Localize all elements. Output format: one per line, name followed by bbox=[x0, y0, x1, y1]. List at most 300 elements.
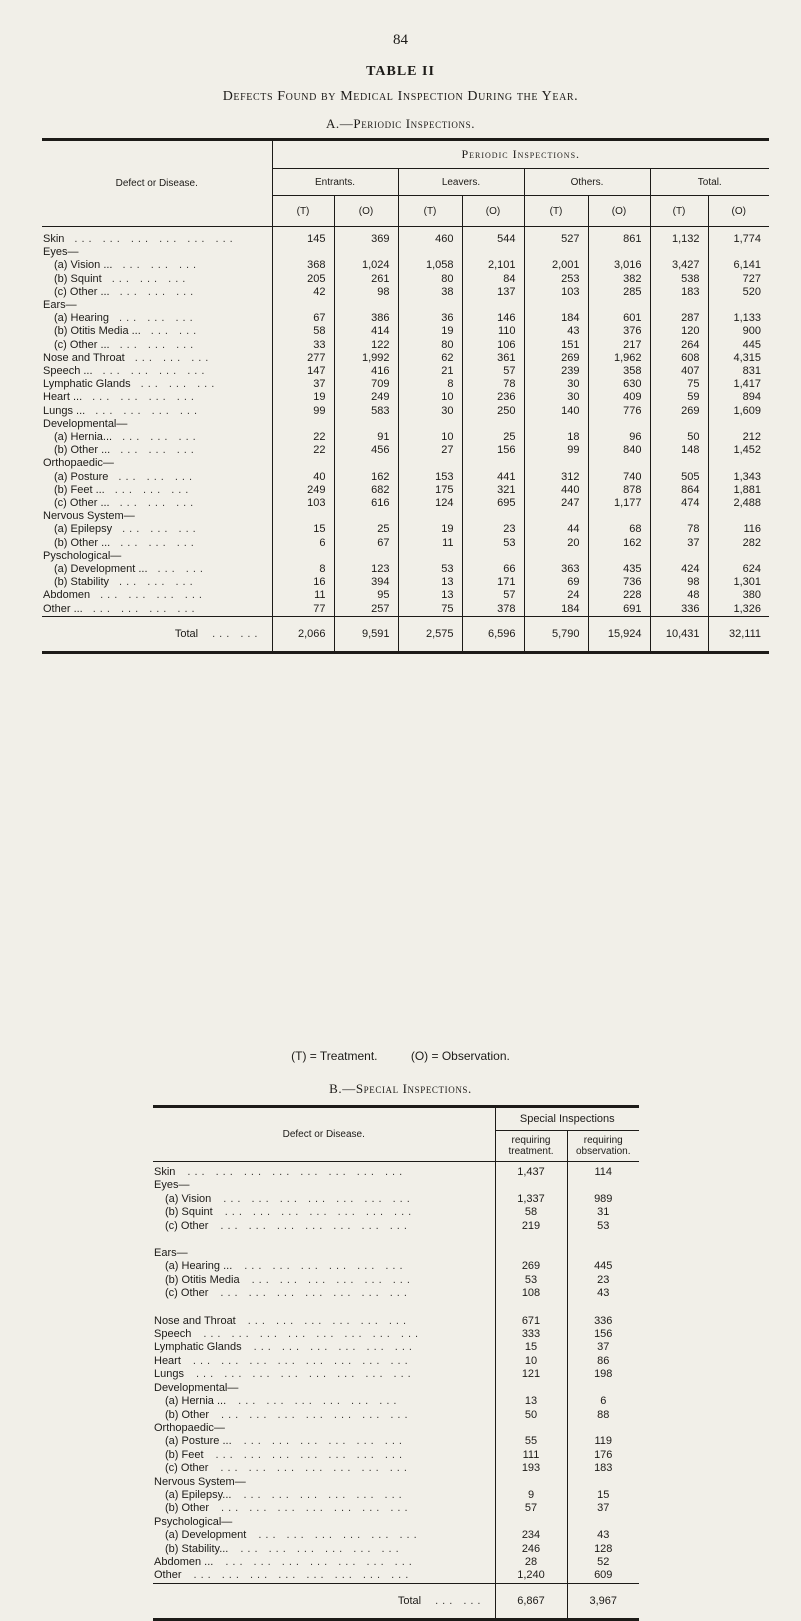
cell-value: 162 bbox=[334, 471, 398, 484]
cell-value bbox=[495, 1516, 567, 1529]
cell-value: 95 bbox=[334, 589, 398, 602]
total-row bbox=[42, 616, 769, 652]
row-label-text: (b) Other bbox=[165, 1502, 210, 1515]
table-row bbox=[153, 1162, 639, 1180]
observation-subheader: (O) bbox=[334, 196, 398, 227]
table-row bbox=[42, 457, 769, 470]
cell-value: 445 bbox=[567, 1260, 639, 1273]
row-label-text: Lymphatic Glands bbox=[154, 1341, 242, 1354]
table-row bbox=[42, 365, 769, 378]
row-label bbox=[153, 1556, 495, 1569]
leader-dots: ... ... ... bbox=[119, 576, 197, 589]
row-label bbox=[42, 299, 272, 312]
cell-value: 171 bbox=[462, 576, 524, 589]
cell-value bbox=[588, 418, 650, 431]
cell-value: 894 bbox=[708, 391, 769, 404]
section-a-title: A.—Periodic Inspections. bbox=[325, 116, 476, 131]
cell-value: 520 bbox=[708, 286, 769, 299]
cell-value: 285 bbox=[588, 286, 650, 299]
row-label-text: (c) Other bbox=[165, 1287, 209, 1300]
row-label-text: (a) Development bbox=[165, 1529, 247, 1542]
page-number: 84 bbox=[393, 32, 408, 48]
table-row bbox=[153, 1462, 639, 1475]
row-label-text: Other bbox=[154, 1569, 182, 1582]
cell-value: 59 bbox=[650, 391, 708, 404]
total-value: 15,924 bbox=[588, 616, 650, 652]
table-row bbox=[42, 537, 769, 550]
total-value: 32,111 bbox=[708, 616, 769, 652]
cell-value: 58 bbox=[272, 325, 334, 338]
cell-value: 1,133 bbox=[708, 312, 769, 325]
cell-value: 369 bbox=[334, 227, 398, 247]
row-label bbox=[42, 259, 272, 272]
row-label-text: (b) Squint bbox=[165, 1206, 213, 1219]
row-label bbox=[42, 497, 272, 510]
cell-value bbox=[462, 550, 524, 563]
cell-value: 123 bbox=[334, 563, 398, 576]
table-row bbox=[153, 1247, 639, 1260]
row-label bbox=[153, 1382, 495, 1395]
table-row bbox=[42, 246, 769, 259]
cell-value bbox=[567, 1301, 639, 1315]
cell-value: 68 bbox=[588, 523, 650, 536]
cell-value bbox=[495, 1422, 567, 1435]
leader-dots: ... ... ... bbox=[122, 259, 201, 272]
cell-value: 4,315 bbox=[708, 352, 769, 365]
table-row bbox=[42, 497, 769, 510]
cell-value: 103 bbox=[524, 286, 588, 299]
cell-value: 198 bbox=[567, 1368, 639, 1381]
cell-value: 261 bbox=[334, 273, 398, 286]
row-label bbox=[153, 1543, 495, 1556]
cell-value: 505 bbox=[650, 471, 708, 484]
row-label bbox=[42, 471, 272, 484]
cell-value: 601 bbox=[588, 312, 650, 325]
cell-value: 24 bbox=[524, 589, 588, 602]
row-label bbox=[42, 589, 272, 602]
cell-value: 361 bbox=[462, 352, 524, 365]
cell-value bbox=[272, 246, 334, 259]
cell-value: 456 bbox=[334, 444, 398, 457]
cell-value: 30 bbox=[398, 405, 462, 418]
table-row bbox=[153, 1220, 639, 1233]
cell-value: 75 bbox=[650, 378, 708, 391]
row-label bbox=[153, 1260, 495, 1273]
cell-value: 264 bbox=[650, 339, 708, 352]
cell-value: 153 bbox=[398, 471, 462, 484]
row-label bbox=[42, 405, 272, 418]
cell-value: 36 bbox=[398, 312, 462, 325]
row-label-text: (a) Epilepsy... bbox=[165, 1488, 232, 1501]
table-row bbox=[42, 471, 769, 484]
cell-value bbox=[462, 457, 524, 470]
table-row bbox=[42, 312, 769, 325]
cell-value: 37 bbox=[567, 1341, 639, 1354]
cell-value: 205 bbox=[272, 273, 334, 286]
cell-value bbox=[334, 457, 398, 470]
leader-dots: ... ... ... bbox=[118, 470, 197, 483]
cell-value: 193 bbox=[495, 1462, 567, 1475]
row-label bbox=[42, 286, 272, 299]
leader-dots: ... ... ... bbox=[119, 497, 198, 510]
cell-value: 1,301 bbox=[708, 576, 769, 589]
observation-subheader: (O) bbox=[462, 196, 524, 227]
cell-value bbox=[708, 246, 769, 259]
cell-value: 15 bbox=[495, 1341, 567, 1354]
row-label bbox=[153, 1328, 495, 1341]
periodic-inspections-header: Periodic Inspections. bbox=[272, 140, 769, 169]
cell-value: 75 bbox=[398, 603, 462, 617]
cell-value: 269 bbox=[495, 1260, 567, 1273]
cell-value: 48 bbox=[650, 589, 708, 602]
special-inspections-table bbox=[153, 1105, 639, 1621]
cell-value: 11 bbox=[398, 537, 462, 550]
cell-value: 407 bbox=[650, 365, 708, 378]
cell-value bbox=[588, 299, 650, 312]
cell-value: 13 bbox=[398, 589, 462, 602]
table-row bbox=[153, 1502, 639, 1515]
row-label-text: (c) Other bbox=[165, 1219, 209, 1232]
cell-value: 236 bbox=[462, 391, 524, 404]
row-label-text: Nose and Throat bbox=[43, 351, 125, 364]
cell-value: 37 bbox=[272, 378, 334, 391]
table-row bbox=[153, 1382, 639, 1395]
cell-value bbox=[495, 1476, 567, 1489]
others-header: Others. bbox=[524, 169, 650, 196]
cell-value: 40 bbox=[272, 471, 334, 484]
cell-value: 336 bbox=[650, 603, 708, 617]
requiring-treatment-header: requiring treatment. bbox=[495, 1131, 567, 1162]
cell-value: 15 bbox=[272, 523, 334, 536]
row-label bbox=[42, 444, 272, 457]
cell-value: 15 bbox=[567, 1489, 639, 1502]
cell-value: 249 bbox=[334, 391, 398, 404]
cell-value: 10 bbox=[398, 391, 462, 404]
cell-value: 1,058 bbox=[398, 259, 462, 272]
cell-value: 376 bbox=[588, 325, 650, 338]
cell-value: 22 bbox=[272, 444, 334, 457]
row-label-text: Speech bbox=[154, 1328, 192, 1341]
total-label bbox=[42, 616, 272, 652]
cell-value bbox=[495, 1382, 567, 1395]
cell-value: 13 bbox=[398, 576, 462, 589]
cell-value: 363 bbox=[524, 563, 588, 576]
cell-value: 137 bbox=[462, 286, 524, 299]
cell-value bbox=[524, 550, 588, 563]
cell-value: 861 bbox=[588, 227, 650, 247]
leader-dots: ... ... ... ... ... ... bbox=[240, 1542, 403, 1555]
row-label-text: Nose and Throat bbox=[154, 1314, 236, 1327]
row-label-text: Developmental— bbox=[154, 1381, 239, 1394]
observation-subheader: (O) bbox=[588, 196, 650, 227]
cell-value bbox=[398, 299, 462, 312]
row-label bbox=[153, 1206, 495, 1219]
row-label-text: Pyschological— bbox=[43, 549, 122, 562]
total-label-text: Total bbox=[397, 1594, 422, 1607]
leavers-header: Leavers. bbox=[398, 169, 524, 196]
table-row bbox=[42, 523, 769, 536]
row-label-text: (a) Posture bbox=[54, 470, 109, 483]
row-label bbox=[42, 523, 272, 536]
leader-dots: ... ... ... bbox=[119, 312, 197, 325]
cell-value: 2,001 bbox=[524, 259, 588, 272]
cell-value bbox=[650, 510, 708, 523]
leader-dots: ... ... ... ... bbox=[95, 404, 202, 417]
cell-value bbox=[588, 550, 650, 563]
entrants-header: Entrants. bbox=[272, 169, 398, 196]
table-row bbox=[153, 1489, 639, 1502]
cell-value: 25 bbox=[334, 523, 398, 536]
table-row bbox=[42, 405, 769, 418]
row-label-text: (b) Otitis Media bbox=[165, 1273, 240, 1286]
cell-value: 183 bbox=[567, 1462, 639, 1475]
row-label bbox=[153, 1569, 495, 1583]
row-label bbox=[42, 603, 272, 617]
row-label bbox=[153, 1489, 495, 1502]
row-label-text: Orthopaedic— bbox=[154, 1421, 225, 1434]
cell-value: 776 bbox=[588, 405, 650, 418]
cell-value: 91 bbox=[334, 431, 398, 444]
cell-value bbox=[272, 418, 334, 431]
row-label-text: (a) Hernia ... bbox=[165, 1395, 227, 1408]
cell-value bbox=[524, 299, 588, 312]
leader-dots: ... ... ... ... ... ... ... ... bbox=[203, 1328, 423, 1341]
cell-value: 57 bbox=[462, 365, 524, 378]
row-label-text: Skin bbox=[43, 233, 65, 245]
row-label bbox=[153, 1274, 495, 1287]
table-row bbox=[153, 1556, 639, 1569]
row-label bbox=[153, 1193, 495, 1206]
cell-value: 441 bbox=[462, 471, 524, 484]
row-label bbox=[42, 352, 272, 365]
cell-value: 99 bbox=[272, 405, 334, 418]
table-row bbox=[153, 1368, 639, 1381]
row-label-text: (b) Other ... bbox=[54, 444, 111, 457]
cell-value: 382 bbox=[588, 273, 650, 286]
cell-value: 53 bbox=[398, 563, 462, 576]
cell-value bbox=[495, 1247, 567, 1260]
cell-value: 62 bbox=[398, 352, 462, 365]
cell-value: 219 bbox=[495, 1220, 567, 1233]
row-label bbox=[153, 1355, 495, 1368]
cell-value bbox=[462, 510, 524, 523]
cell-value bbox=[567, 1233, 639, 1247]
cell-value bbox=[272, 299, 334, 312]
table-row bbox=[42, 550, 769, 563]
cell-value: 2,101 bbox=[462, 259, 524, 272]
table-row bbox=[42, 391, 769, 404]
cell-value: 183 bbox=[650, 286, 708, 299]
cell-value: 8 bbox=[272, 563, 334, 576]
cell-value bbox=[495, 1233, 567, 1247]
cell-value bbox=[708, 418, 769, 431]
row-label bbox=[153, 1315, 495, 1328]
table-row bbox=[153, 1395, 639, 1408]
cell-value: 176 bbox=[567, 1449, 639, 1462]
defect-column-header: Defect or Disease. bbox=[42, 140, 272, 227]
row-label-text: (b) Otitis Media ... bbox=[54, 325, 141, 338]
cell-value: 277 bbox=[272, 352, 334, 365]
cell-value bbox=[524, 246, 588, 259]
cell-value: 212 bbox=[708, 431, 769, 444]
cell-value: 148 bbox=[650, 444, 708, 457]
row-label bbox=[42, 431, 272, 444]
leader-dots: ... ... ... ... ... ... ... bbox=[225, 1555, 416, 1568]
cell-value: 409 bbox=[588, 391, 650, 404]
cell-value: 8 bbox=[398, 378, 462, 391]
total-value: 3,967 bbox=[567, 1583, 639, 1619]
cell-value: 43 bbox=[567, 1287, 639, 1300]
table-subtitle: Defects Found by Medical Inspection During the Year. bbox=[222, 89, 579, 104]
cell-value: 86 bbox=[567, 1355, 639, 1368]
row-label-text: (c) Other ... bbox=[54, 285, 110, 298]
cell-value bbox=[334, 299, 398, 312]
cell-value bbox=[567, 1422, 639, 1435]
row-label-text: (a) Epilepsy bbox=[54, 523, 113, 536]
cell-value: 368 bbox=[272, 259, 334, 272]
leader-dots: ... ... ... ... bbox=[92, 602, 199, 615]
cell-value: 67 bbox=[272, 312, 334, 325]
cell-value: 386 bbox=[334, 312, 398, 325]
cell-value bbox=[272, 457, 334, 470]
cell-value: 18 bbox=[524, 431, 588, 444]
cell-value bbox=[495, 1301, 567, 1315]
cell-value: 312 bbox=[524, 471, 588, 484]
cell-value: 1,417 bbox=[708, 378, 769, 391]
row-label-text: Heart ... bbox=[43, 391, 83, 404]
cell-value bbox=[398, 457, 462, 470]
cell-value: 333 bbox=[495, 1328, 567, 1341]
cell-value: 80 bbox=[398, 273, 462, 286]
leader-dots: ... ... ... ... ... ... ... bbox=[221, 1408, 412, 1421]
row-label-text: (a) Posture ... bbox=[165, 1435, 232, 1448]
row-label bbox=[153, 1476, 495, 1489]
cell-value: 80 bbox=[398, 339, 462, 352]
cell-value: 1,992 bbox=[334, 352, 398, 365]
cell-value: 23 bbox=[462, 523, 524, 536]
row-label bbox=[153, 1301, 495, 1315]
cell-value bbox=[524, 418, 588, 431]
leader-dots: ... ... ... ... ... ... bbox=[243, 1488, 406, 1501]
leader-dots: ... ... ... bbox=[120, 444, 198, 457]
leader-dots: ... ... ... ... ... ... ... ... bbox=[187, 1166, 407, 1178]
cell-value: 321 bbox=[462, 484, 524, 497]
row-label bbox=[153, 1502, 495, 1515]
row-label bbox=[153, 1179, 495, 1192]
cell-value: 1,452 bbox=[708, 444, 769, 457]
leader-dots: ... ... ... bbox=[119, 285, 198, 298]
cell-value: 13 bbox=[495, 1395, 567, 1408]
table-row bbox=[153, 1206, 639, 1219]
cell-value: 23 bbox=[567, 1274, 639, 1287]
cell-value: 21 bbox=[398, 365, 462, 378]
table-row bbox=[42, 444, 769, 457]
cell-value bbox=[567, 1382, 639, 1395]
cell-value: 121 bbox=[495, 1368, 567, 1381]
total-label bbox=[153, 1583, 495, 1619]
leader-dots: ... ... bbox=[435, 1594, 485, 1607]
leader-dots: ... ... ... ... ... ... bbox=[244, 1260, 407, 1273]
row-label bbox=[42, 227, 272, 247]
table-row bbox=[42, 576, 769, 589]
row-label bbox=[42, 457, 272, 470]
cell-value bbox=[650, 418, 708, 431]
cell-value: 250 bbox=[462, 405, 524, 418]
cell-value: 124 bbox=[398, 497, 462, 510]
table-row bbox=[42, 603, 769, 617]
cell-value: 16 bbox=[272, 576, 334, 589]
cell-value: 414 bbox=[334, 325, 398, 338]
cell-value: 1,343 bbox=[708, 471, 769, 484]
cell-value bbox=[524, 457, 588, 470]
row-label bbox=[153, 1449, 495, 1462]
cell-value: 10 bbox=[398, 431, 462, 444]
cell-value: 616 bbox=[334, 497, 398, 510]
row-label bbox=[153, 1247, 495, 1260]
table-row bbox=[42, 589, 769, 602]
row-label-text: (b) Feet ... bbox=[54, 483, 105, 496]
row-label bbox=[42, 325, 272, 338]
row-label-text: Psychological— bbox=[154, 1515, 233, 1528]
leader-dots: ... ... ... ... ... ... bbox=[74, 233, 237, 245]
table-row bbox=[153, 1233, 639, 1247]
cell-value: 6 bbox=[272, 537, 334, 550]
cell-value: 33 bbox=[272, 339, 334, 352]
table-row bbox=[153, 1301, 639, 1315]
cell-value: 69 bbox=[524, 576, 588, 589]
cell-value: 128 bbox=[567, 1543, 639, 1556]
cell-value: 9 bbox=[495, 1489, 567, 1502]
cell-value: 1,240 bbox=[495, 1569, 567, 1583]
observation-subheader: (O) bbox=[708, 196, 769, 227]
table-row bbox=[153, 1193, 639, 1206]
cell-value: 37 bbox=[567, 1502, 639, 1515]
cell-value: 736 bbox=[588, 576, 650, 589]
cell-value: 6,141 bbox=[708, 259, 769, 272]
cell-value: 378 bbox=[462, 603, 524, 617]
cell-value: 246 bbox=[495, 1543, 567, 1556]
cell-value: 440 bbox=[524, 484, 588, 497]
cell-value: 1,609 bbox=[708, 405, 769, 418]
row-label-text: (a) Vision bbox=[165, 1192, 212, 1205]
cell-value: 67 bbox=[334, 537, 398, 550]
row-label bbox=[42, 510, 272, 523]
cell-value bbox=[334, 510, 398, 523]
cell-value bbox=[708, 550, 769, 563]
cell-value: 140 bbox=[524, 405, 588, 418]
table-row bbox=[42, 227, 769, 247]
cell-value: 184 bbox=[524, 603, 588, 617]
table-row bbox=[153, 1422, 639, 1435]
cell-value: 30 bbox=[524, 391, 588, 404]
leader-dots: ... ... ... bbox=[122, 431, 200, 444]
row-label-text: (a) Hearing ... bbox=[165, 1260, 233, 1273]
table-row bbox=[42, 273, 769, 286]
row-label bbox=[42, 537, 272, 550]
table-row bbox=[153, 1543, 639, 1556]
row-label bbox=[153, 1162, 495, 1180]
defect-column-header: Defect or Disease. bbox=[153, 1107, 495, 1162]
cell-value: 156 bbox=[462, 444, 524, 457]
table-row bbox=[42, 378, 769, 391]
cell-value: 175 bbox=[398, 484, 462, 497]
total-value: 9,591 bbox=[334, 616, 398, 652]
cell-value bbox=[567, 1179, 639, 1192]
leader-dots: ... ... ... bbox=[134, 351, 213, 364]
cell-value: 110 bbox=[462, 325, 524, 338]
cell-value: 30 bbox=[524, 378, 588, 391]
cell-value: 53 bbox=[495, 1274, 567, 1287]
